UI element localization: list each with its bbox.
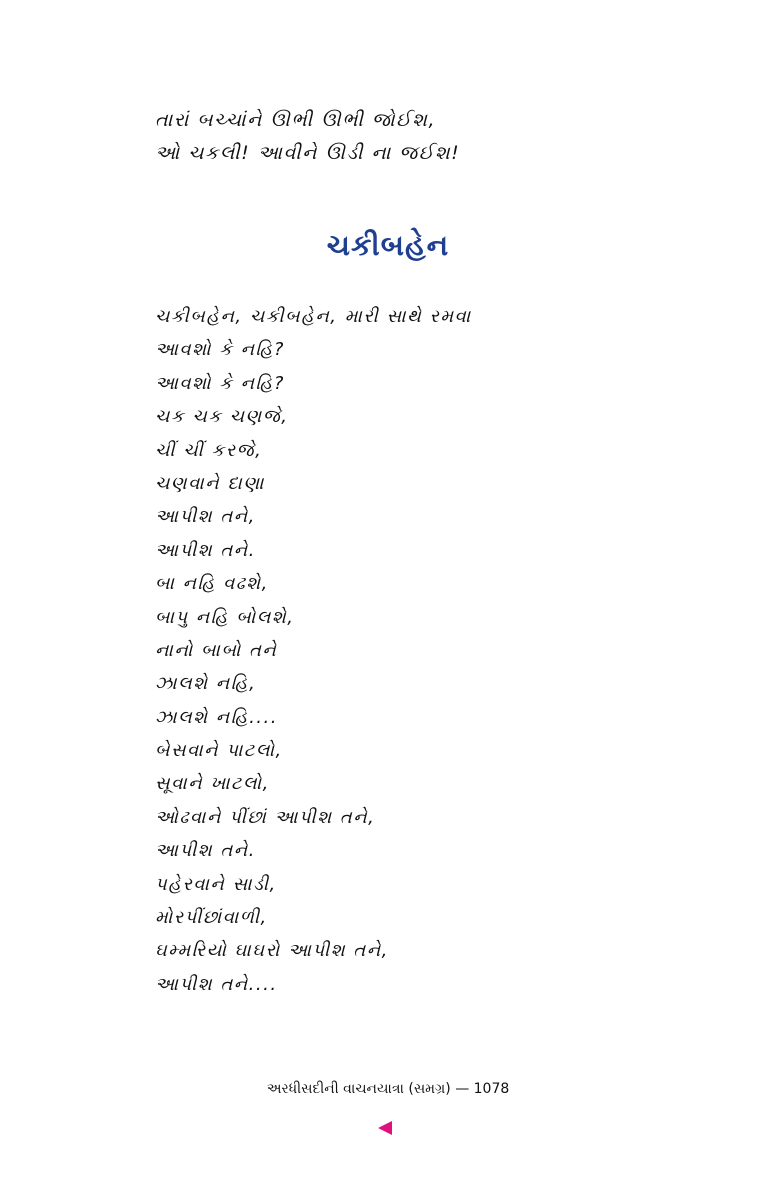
book-title: અરધીસદીની વાચનયાત્રા (સમગ્ર) [266, 1081, 451, 1097]
poem-line: આવશો કે નહિ? [155, 339, 285, 361]
poem-line: આપીશ તને.... [155, 973, 278, 995]
poem-line: બાપુ નહિ બોલશે, [155, 606, 295, 628]
poem-line: ઘમ્મરિયો ઘાઘરો આપીશ તને, [155, 940, 389, 962]
poem-line: ઝાલશે નહિ, [155, 673, 257, 695]
intro-line: ઓ ચકલી! આવીને ઊડી ના જઈશ! [155, 142, 461, 164]
poem-line: ચીં ચીં કરજે, [155, 439, 263, 461]
footer-separator: — [455, 1081, 470, 1097]
page-footer [0, 1081, 776, 1097]
poem-line: આપીશ તને. [155, 539, 256, 561]
page-number: 1078 [473, 1081, 510, 1097]
poem-line: નાનો બાબો તને [155, 639, 278, 661]
prev-page-icon[interactable] [378, 1121, 392, 1135]
intro-line: તારાં બચ્ચાંને ઊભી ઊભી જોઈશ, [155, 109, 436, 131]
intro-stanza [155, 104, 635, 170]
poem-line: ચકીબહેન, ચકીબહેન, મારી સાથે રમવા [155, 306, 472, 327]
poem-line: બેસવાને પાટલો, [155, 740, 283, 762]
poem-line: ઝાલશે નહિ.... [155, 706, 278, 728]
poem-line: સૂવાને ખાટલો, [155, 773, 270, 795]
poem-line: બા નહિ વઢશે, [155, 573, 269, 595]
poem-body [155, 300, 625, 1001]
poem-line: ઓઢવાને પીંછાં આપીશ તને, [155, 806, 376, 828]
poem-line: મોરપીંછાંવાળી, [155, 907, 268, 929]
poem-title: ચકીબહેન [326, 228, 450, 262]
poem-line: પહેરવાને સાડી, [155, 873, 277, 895]
poem-line: આપીશ તને. [155, 840, 256, 862]
poem-line: ચક ચક ચણજે, [155, 406, 289, 428]
poem-line: આપીશ તને, [155, 506, 256, 528]
poem-line: આવશો કે નહિ? [155, 372, 285, 394]
poem-line: ચણવાને દાણા [155, 472, 265, 494]
